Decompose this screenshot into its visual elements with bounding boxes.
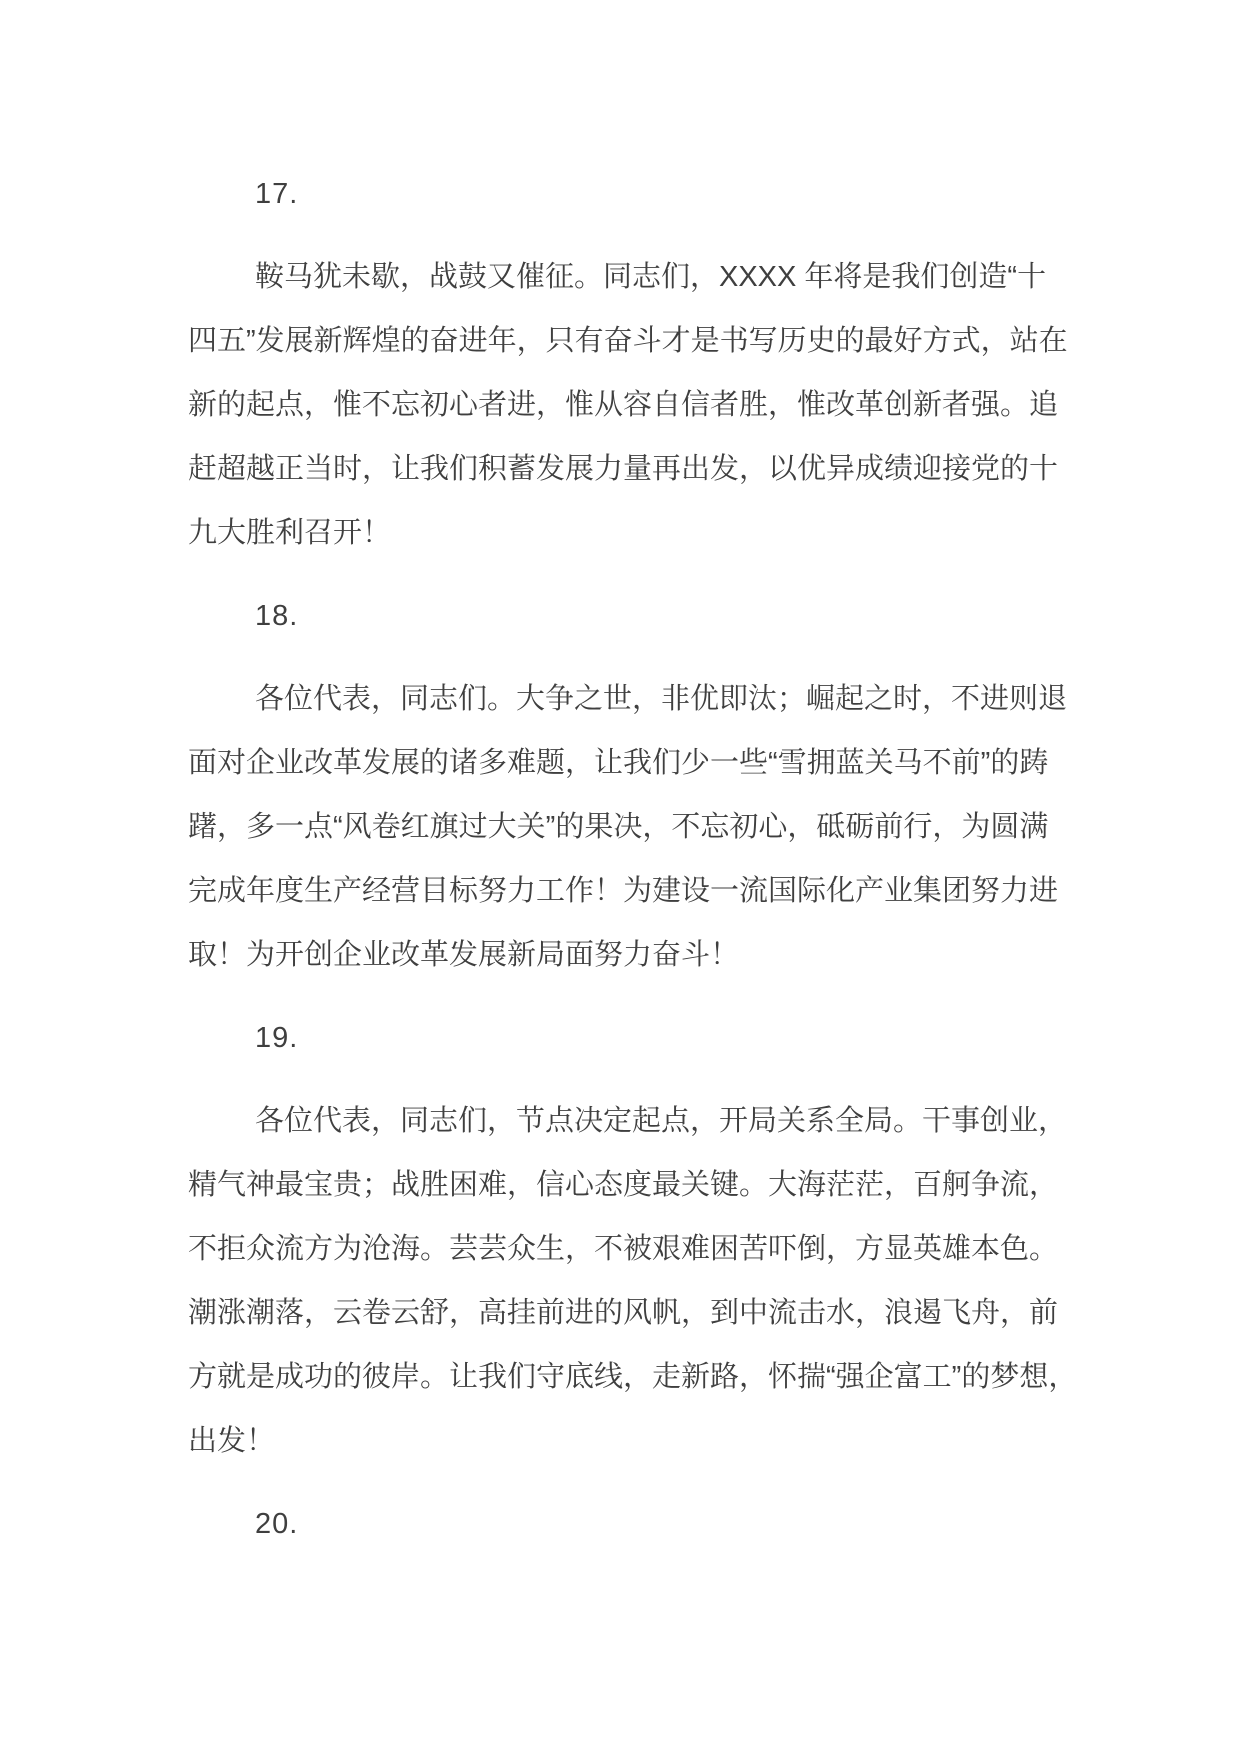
section-19 — [188, 1006, 1123, 1070]
section-number: 19. — [255, 1022, 299, 1054]
paragraph-line: 不拒众流方为沧海。芸芸众生，不被艰难困苦吓倒，方显英雄本色。 — [188, 1233, 1059, 1265]
paragraph-19 — [188, 1089, 1123, 1473]
paragraph-line: 四五”发展新辉煌的奋进年，只有奋斗才是书写历史的最好方式，站在 — [188, 325, 1068, 357]
paragraph-line: 潮涨潮落，云卷云舒，高挂前进的风帆，到中流击水，浪遏飞舟，前 — [188, 1297, 1059, 1329]
paragraph-line: 九大胜利召开！ — [188, 517, 392, 549]
paragraph-line: 取！为开创企业改革发展新局面努力奋斗！ — [188, 939, 740, 971]
paragraph-line: 赶超越正当时，让我们积蓄发展力量再出发，以优异成绩迎接党的十 — [188, 453, 1059, 485]
document-content — [188, 162, 1123, 1575]
paragraph-line: 躇，多一点“风卷红旗过大关”的果决，不忘初心，砥砺前行，为圆满 — [188, 811, 1049, 843]
paragraph-line: 精气神最宝贵；战胜困难，信心态度最关键。大海茫茫，百舸争流， — [188, 1169, 1059, 1201]
section-18 — [188, 584, 1123, 648]
paragraph-17 — [188, 245, 1123, 565]
section-20 — [188, 1492, 1123, 1556]
paragraph-18 — [188, 667, 1123, 987]
paragraph-line: 方就是成功的彼岸。让我们守底线，走新路，怀揣“强企富工”的梦想， — [188, 1361, 1078, 1393]
section-17 — [188, 162, 1123, 226]
paragraph-line: 鞍马犹未歇，战鼓又催征。同志们，XXXX 年将是我们创造“十 — [255, 261, 1047, 293]
section-number: 20. — [255, 1508, 299, 1540]
paragraph-line: 各位代表，同志们，节点决定起点，开局关系全局。干事创业， — [255, 1105, 1068, 1137]
paragraph-line: 完成年度生产经营目标努力工作！为建设一流国际化产业集团努力进 — [188, 875, 1059, 907]
paragraph-line: 出发！ — [188, 1425, 276, 1457]
section-number: 17. — [255, 178, 299, 210]
section-number: 18. — [255, 600, 299, 632]
paragraph-line: 新的起点，惟不忘初心者进，惟从容自信者胜，惟改革创新者强。追 — [188, 389, 1059, 421]
paragraph-line: 面对企业改革发展的诸多难题，让我们少一些“雪拥蓝关马不前”的踌 — [188, 747, 1049, 779]
paragraph-line: 各位代表，同志们。大争之世，非优即汰；崛起之时，不进则退 — [255, 683, 1068, 715]
